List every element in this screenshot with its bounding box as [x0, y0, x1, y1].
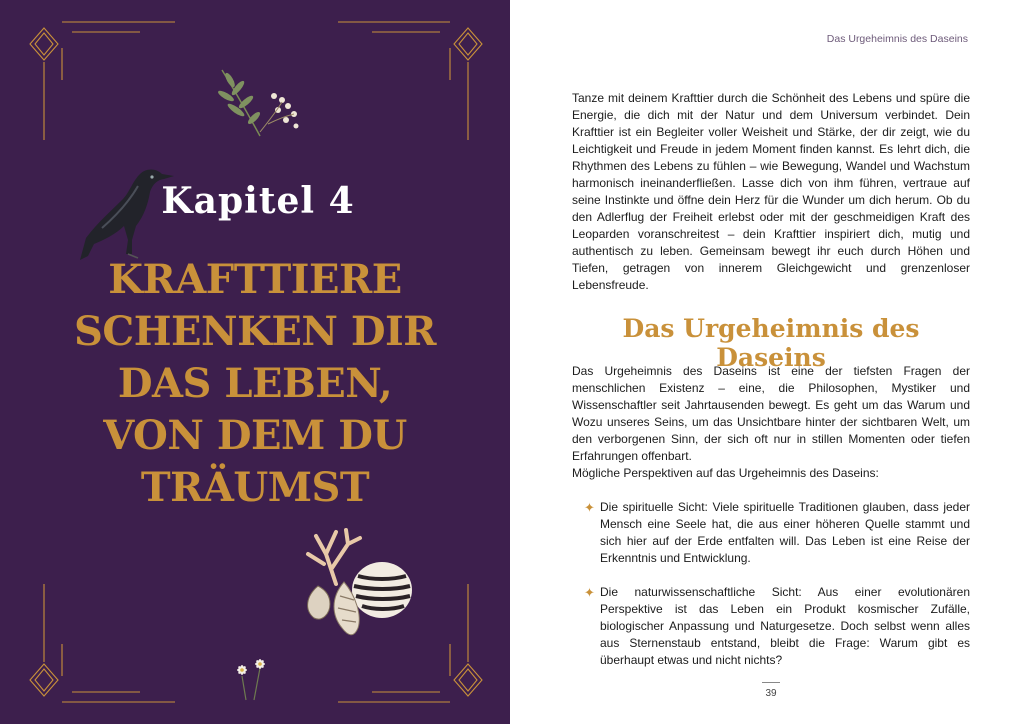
star-bullet-icon: ✦ — [584, 585, 595, 600]
running-head: Das Urgeheimnis des Daseins — [826, 33, 968, 45]
right-page — [510, 0, 1020, 724]
list-item — [584, 499, 970, 567]
star-bullet-icon: ✦ — [584, 500, 595, 515]
chapter-heading-line: TRÄUMST — [140, 464, 370, 511]
chapter-heading-line: DAS LEBEN, — [117, 360, 393, 407]
seashells-coral-icon — [296, 524, 416, 644]
list-item — [584, 584, 970, 669]
list-item-text: Die spirituelle Sicht: Viele spirituelle Traditionen glauben, dass jeder Mensch eine Seele hat, die aus einer höheren Quelle stammt und sich hier auf der Erde entfalten will. Das Leben ist eine Reise der Erkenntnis und Entwicklung. — [600, 500, 970, 565]
section-heading: Das Urgeheimnis des Daseins — [622, 314, 920, 372]
page-number-rule — [762, 682, 780, 683]
chapter-heading-line: SCHENKEN DIR — [74, 308, 436, 355]
section-paragraph: Das Urgeheimnis des Daseins ist eine der tiefsten Fragen der menschlichen Existenz – eine, die Philosophen, Mystiker und Wissenschaftler seit Jahrtausenden bewegt. Es geht um das Warum und Wozu unseres Seins, um das Unsichtbare hinter der sichtbaren Welt, um den verborgenen Sinn, der sich oft nur in stillen Momenten oder tiefen Erfahrungen offenbart. — [572, 364, 970, 463]
chapter-heading — [0, 254, 510, 514]
intro-paragraph: Tanze mit deinem Krafttier durch die Schönheit des Lebens und spüre die Energie, die dich mit der Natur und dem Universum verbindet. Dein Krafttier ist ein Begleiter voller Weisheit und Stärke, der dir zeigt, wie du Leichtigkeit und Freude in jedem Moment finden kannst. Es lehrt dich, die Rhythmen des Lebens zu fühlen – wie Bewegung, Wandel und Wachstum harmonisch ineinanderfließen. Lasse dich von ihm führen, vertraue auf seine Instinkte und öffne dein Herz für die Wunder um dich herum. Ob du den Adlerflug der Freiheit erlebst oder mit der geschmeidigen Kraft des Leoparden voranschreitest – dein Krafttier inspiriert dich, mutig und authentisch zu leben. Gemeinsam bewegt ihr euch durch Höhen und Tiefen, getragen von innerem Gleichgewicht und grenzenloser Lebensfreude. — [572, 91, 970, 292]
chapter-heading-line: VON DEM DU — [103, 412, 407, 459]
list-intro: Mögliche Perspektiven auf das Urgeheimnis des Daseins: — [572, 466, 879, 480]
page-number: 39 — [765, 688, 777, 699]
herb-sprig-icon — [208, 66, 304, 144]
daisy-flowers-icon — [226, 656, 276, 702]
chapter-label: Kapitel 4 — [161, 180, 355, 222]
chapter-heading-line: KRAFTTIERE — [108, 256, 402, 303]
list-item-text: Die naturwissenschaftliche Sicht: Aus einer evolutionären Perspektive ist das Leben ein Produkt kosmischer Zufälle, biologischer Anpassung und Naturgesetze. Doch selbst wenn alles aus Sternenstaub entstand, bleibt die Frage: Warum gibt es überhaupt etwas und nicht nichts? — [600, 585, 970, 667]
